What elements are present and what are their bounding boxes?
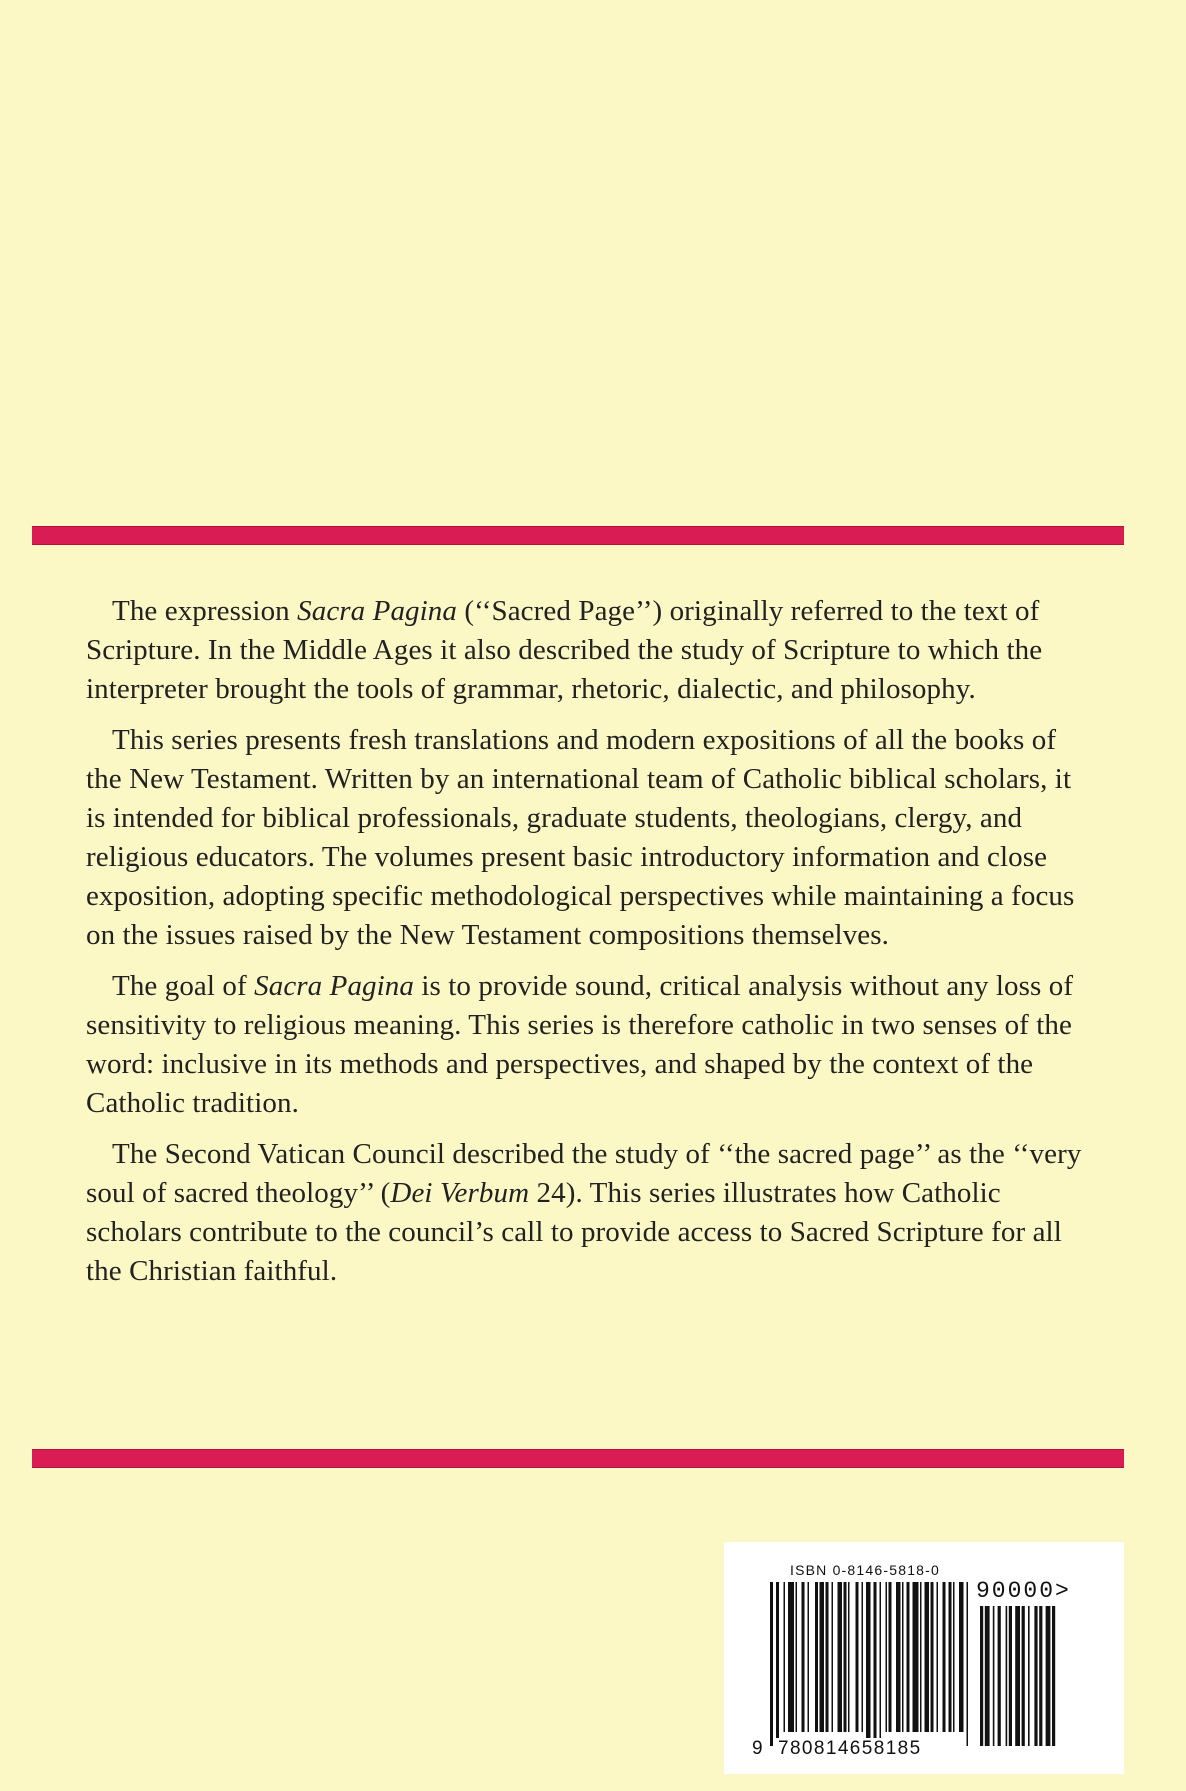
barcode-bar	[902, 1582, 904, 1732]
barcode-bar	[920, 1582, 922, 1732]
paragraph-4	[86, 1135, 1086, 1291]
isbn-label: ISBN 0-8146-5818-0	[790, 1562, 941, 1578]
barcode-bar	[1034, 1606, 1037, 1746]
barcode-panel	[724, 1542, 1124, 1774]
back-cover-copy	[86, 592, 1086, 1303]
barcode-bar	[820, 1582, 825, 1732]
paragraph-text: The expression	[112, 595, 298, 627]
barcode-bar	[1052, 1606, 1055, 1746]
paragraph-1	[86, 592, 1086, 709]
ean-digits: 780814658185	[778, 1738, 922, 1759]
barcode-bar	[985, 1606, 990, 1746]
barcode-bar	[998, 1606, 1001, 1746]
barcode-bar	[1046, 1606, 1051, 1746]
barcode-bar	[980, 1606, 983, 1746]
barcode-bar	[1022, 1606, 1025, 1746]
barcode-bar	[943, 1582, 946, 1732]
document-title-italic: Dei Verbum	[390, 1177, 530, 1209]
paragraph-text: 24). This series illustrates how Catholic scholars contribute to the council’s call to provide access to Sacred Scripture for all the Christian faithful.	[86, 1177, 1062, 1287]
barcode-bar	[838, 1582, 843, 1732]
barcode-bar	[959, 1582, 964, 1732]
barcode-bar	[866, 1582, 871, 1746]
barcode-bar	[788, 1582, 794, 1732]
barcode-bar	[880, 1582, 882, 1746]
bottom-decorative-rule	[32, 1449, 1124, 1468]
barcode-bar	[937, 1582, 939, 1732]
barcode-bar	[931, 1582, 934, 1732]
barcode-bar	[993, 1606, 995, 1746]
barcode-bar	[832, 1582, 834, 1732]
paragraph-2	[86, 721, 1086, 955]
barcode-bar	[1015, 1606, 1020, 1746]
barcode-bar	[1039, 1606, 1042, 1746]
ean-barcode-icon	[770, 1582, 970, 1746]
barcode-bar	[967, 1582, 969, 1746]
barcode-bar	[770, 1582, 773, 1746]
barcode-bar	[925, 1582, 930, 1732]
addon-barcode-icon	[980, 1606, 1090, 1756]
series-title-italic: Sacra Pagina	[254, 970, 415, 1002]
barcode-bar	[886, 1582, 888, 1732]
barcode-bar	[1009, 1606, 1012, 1746]
price-code: 90000>	[976, 1578, 1071, 1604]
paragraph-text: The goal of	[112, 970, 255, 1002]
paragraph-3	[86, 967, 1086, 1123]
barcode-bar	[949, 1582, 952, 1732]
barcode-bar	[889, 1582, 892, 1732]
paragraph-text: The Second Vatican Council described the study of ‘‘the sacred page’’ as the ‘‘very soul of sacred theology’’ (	[86, 1138, 1082, 1209]
paragraph-text: (‘‘Sacred Page’’) originally referred to the text of Scripture. In the Middle Ages it also described the study of Scripture to which the interpreter brought the tools of grammar, rhetoric, dialectic, and philosophy.	[86, 595, 1043, 705]
barcode-bar	[874, 1582, 877, 1746]
barcode-bar	[776, 1582, 779, 1746]
barcode-bar	[815, 1582, 818, 1732]
barcode-bar	[1006, 1606, 1008, 1746]
barcode-bar	[1028, 1606, 1030, 1746]
barcode-bar	[826, 1582, 829, 1732]
barcode-bar	[848, 1582, 850, 1732]
paragraph-text: is to provide sound, critical analysis without any loss of sensitivity to religious meaning. This series is therefore catholic in two senses of the word: inclusive in its methods and perspectives, and shaped by the context of the Catholic tradition.	[86, 970, 1074, 1119]
barcode-bar	[802, 1582, 805, 1732]
barcode-bar	[907, 1582, 910, 1732]
barcode-bar	[862, 1582, 864, 1732]
ean-lead-digit: 9	[752, 1738, 763, 1759]
top-decorative-rule	[32, 526, 1124, 545]
barcode-bar	[856, 1582, 859, 1732]
barcode-bar	[953, 1582, 955, 1732]
barcode-bar	[844, 1582, 847, 1732]
barcode-bar	[796, 1582, 798, 1732]
barcode-bar	[913, 1582, 919, 1732]
barcode-bar	[784, 1582, 786, 1732]
barcode-bar	[808, 1582, 810, 1732]
barcode-bar	[896, 1582, 901, 1732]
series-title-italic: Sacra Pagina	[297, 595, 458, 627]
paragraph-text: This series presents fresh translations and modern expositions of all the books of the New Testament. Written by an international team of Catholic biblical scholars, it is intended for biblical professionals, graduate students, theologians, clergy, and religious educators. The volumes present basic introductory information and close exposition, adopting specific methodological perspectives while maintaining a focus on the issues raised by the New Testament compositions themselves.	[86, 724, 1075, 951]
